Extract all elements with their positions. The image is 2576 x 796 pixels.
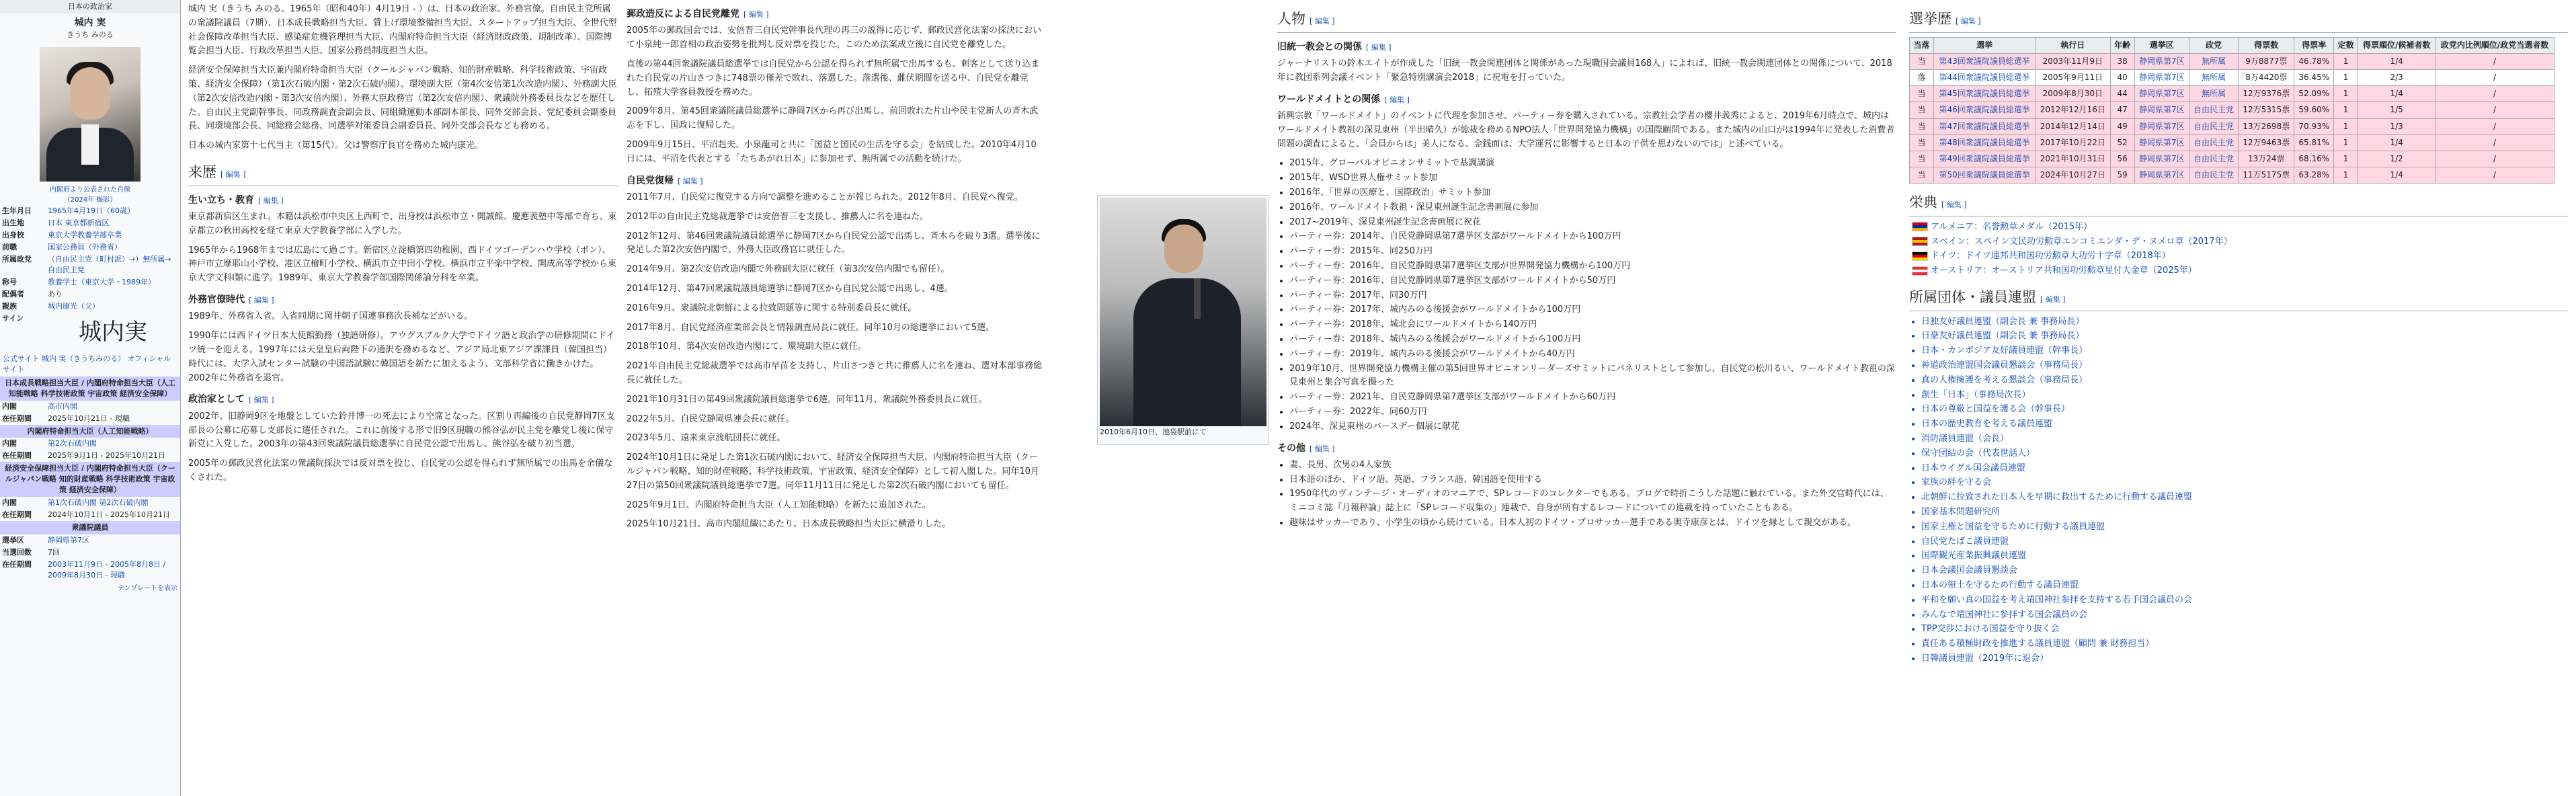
- table-cell: 当: [1910, 167, 1934, 184]
- table-cell: 59: [2110, 167, 2134, 184]
- speech-photo[interactable]: [1100, 198, 1266, 426]
- edit-link[interactable]: [ 編集 ]: [1384, 95, 1410, 104]
- list-item: • 2019年10月、世界開発協力機構主催の第5回世界オピニオンリーダーズサミットにパネリストとして参加し、自民党の松川るい、ワールドメイト教祖の深見東州と集合写真を撮った: [1289, 362, 1896, 391]
- edit-link[interactable]: [ 編集 ]: [1310, 17, 1335, 26]
- table-cell[interactable]: 自由民主党: [2189, 134, 2238, 151]
- table-cell: 46.78%: [2294, 53, 2334, 69]
- paragraph: 2009年9月15日、平沼赳夫、小泉龍司と共に「国益と国民の生活を守る会」を結成した。2010年4月10日には、平沼を代表とする「たちあがれ日本」に参加せず、無所属での活動を続けた。: [627, 139, 1037, 164]
- table-cell: /: [2436, 53, 2554, 69]
- edit-link[interactable]: [ 編集 ]: [258, 196, 284, 205]
- column-header: 年齢: [2110, 37, 2134, 53]
- row-value[interactable]: 城内康光（父）: [48, 301, 99, 311]
- table-cell[interactable]: 静岡県第7区: [2134, 151, 2189, 167]
- section-heading: [1909, 8, 2568, 33]
- section-heading: [1909, 286, 2568, 311]
- heading-text: 生い立ち・教育: [188, 194, 254, 206]
- column-header: 得票数: [2239, 37, 2294, 53]
- infobox: [0, 0, 181, 796]
- heading-text: 栄典: [1909, 194, 1937, 211]
- list-item: • 日本語のほか、ドイツ語、英語、フランス語、韓国語を使用する: [1289, 473, 1896, 487]
- paragraph: 2016年9月、衆議院北朝鮮による拉致問題等に関する特別委員長に就任。: [627, 303, 917, 313]
- row-value[interactable]: 国家公務員（外務省）: [48, 242, 122, 251]
- edit-link[interactable]: [ 編集 ]: [249, 295, 274, 305]
- table-cell: 当: [1910, 118, 1934, 134]
- row-label: サイン: [2, 313, 24, 323]
- infobox-office: 日本の政治家: [0, 0, 180, 13]
- heading-text: 人物: [1277, 11, 1305, 27]
- list-item: • パーティー券：2018年、城北会にワールドメイトから140万円: [1289, 318, 1896, 332]
- table-cell: 2017年10月22日: [2036, 134, 2111, 151]
- table-cell: 12万9376票: [2239, 86, 2294, 102]
- row-label: 前職: [2, 242, 17, 251]
- row-value[interactable]: 東京大学教養学部卒業: [48, 231, 122, 240]
- group-item[interactable]: • 日本の尊厳と国益を護る会（幹事長）: [1921, 403, 2568, 417]
- list-item: • パーティー券：2016年、自民党静岡県第7選挙区支部がワールドメイトから50万円: [1289, 274, 1896, 288]
- table-cell: 1/5: [2358, 102, 2436, 118]
- heading-text: 外務官僚時代: [188, 294, 245, 305]
- heading-text: 郵政造反による自民党離党: [627, 9, 739, 19]
- table-cell: 49: [2110, 118, 2134, 134]
- table-cell: 65.81%: [2294, 134, 2334, 151]
- subsection-heading: [188, 292, 618, 307]
- paragraph: 2017年8月、自民党経済産業部会長と情報調査局長に就任。同年10月の総選挙において5選。: [627, 322, 995, 333]
- group-item[interactable]: • 家族の絆を守る会: [1921, 476, 2568, 490]
- table-cell: /: [2436, 69, 2554, 85]
- intro-paragraph: 日本の城内家第十七代当主（第15代）。父は警察庁長官を務めた城内康光。: [188, 141, 484, 151]
- heading-text: 旧統一教会との関係: [1277, 41, 1362, 52]
- table-cell: 当: [1910, 102, 1934, 118]
- honors-list: [1912, 221, 2568, 278]
- infobox-header: [0, 13, 180, 43]
- list-item: • パーティー券：2017年、同30万円: [1289, 289, 1896, 303]
- paragraph: 1990年には西ドイツ日本大使館勤務（独語研修）。アウグスブルク大学でドイツ語と政治学の研修期間にドイツ統一を迎える。1997年には天皇皇后両陛下の通訳を務めるなど、アジア局北東アジア課課員（韓国担当）時代には、大学入試センター試験の中国語試験に韓国語を新たに加えるよう、文部科学省に働きかけた。2002年に外務省を退官。: [188, 331, 615, 383]
- table-cell: 1/3: [2358, 118, 2436, 134]
- honor-text[interactable]: ドイツ：ドイツ連邦共和国功労勲章大功労十字章（2018年）: [1931, 251, 2171, 262]
- table-cell: 8万4420票: [2239, 69, 2294, 85]
- intro-paragraph: 経済安全保障担当大臣兼内閣府特命担当大臣（クールジャパン戦略、知的財産戦略、科学技術政策、宇宙政策、経済安全保障）（第1次石破内閣・第2次石破内閣）、環境副大臣（第4次安倍第1次改造内閣）、外務副大臣（第2次安倍改造内閣・第3次安倍内閣）、外務大臣政務官（第2次安倍内閣）、衆議院外務委員長などを歴任した。自由民主党副幹事長、同政務調査会副会長、同組織運動本部副本部長、同外交部会長、党紀委員会副委員長、同環境部会長、同総務会総務、同選挙対策委員会副委員長、同外交部会長なども務める。: [188, 65, 617, 132]
- paragraph: 2005年の郵政国会では、安倍晋三自民党幹事長代理の再三の説得に応じず、郵政民営化法案の採決において小泉純一郎首相の政治姿勢を批判し反対票を投じた。このため法案成立後に自民党を離党した。: [627, 26, 1042, 50]
- office-band[interactable]: 日本成長戦略担当大臣 / 内閣府特命担当大臣（人工知能戦略 科学技術政策 宇宙政策 経済安全保障）: [0, 376, 180, 401]
- paragraph: 2021年自由民主党総裁選挙では高市早苗を支持し、片山さつきと共に推薦人に名を連ね、選対本部事務総長に就任した。: [627, 361, 1043, 385]
- honor-item[interactable]: [1912, 249, 2568, 264]
- table-cell: 1/4: [2358, 86, 2436, 102]
- table-cell: /: [2436, 151, 2554, 167]
- table-cell[interactable]: 第49回衆議院議員総選挙: [1934, 151, 2036, 167]
- table-cell: 36.45%: [2294, 69, 2334, 85]
- row-label: 称号: [2, 277, 17, 286]
- list-item: • 妻、長男、次男の4人家族: [1289, 459, 1896, 473]
- paragraph: 2014年12月、第47回衆議院議員総選挙に静岡7区から自民党公認で出馬し、4選。: [627, 283, 953, 294]
- infobox-table: [0, 205, 180, 352]
- row-value[interactable]: （自由民主党（町村派）→）無所属→自由民主党: [48, 254, 171, 274]
- table-cell: /: [2436, 86, 2554, 102]
- official-site-link[interactable]: 公式サイト 城内 実（きうちみのる） オフィシャルサイト: [3, 354, 171, 374]
- group-item[interactable]: • 国家基本問題研究所: [1921, 506, 2568, 520]
- row-value: あり: [48, 289, 63, 298]
- table-cell: 1/4: [2358, 134, 2436, 151]
- row-label: 在任期間: [2, 451, 32, 461]
- group-item[interactable]: • 消防議員連盟（会長）: [1921, 432, 2568, 446]
- table-cell: 70.93%: [2294, 118, 2334, 134]
- paragraph: 1965年から1968年までは広島にて過ごす。新宿区立淀橋第四幼稚園、西ドイツゴーデンハウ学校（ボン）、神戸市立摩耶山小学校、港区立檜町小学校、横浜市立中田小学校、横浜市立平楽中学校、開成高等学校から東京大学文科I類に進学。1989年、東京大学教養学部国際関係論分科を卒業。: [188, 245, 617, 284]
- paragraph: 2014年9月、第2次安倍改造内閣で外務副大臣に就任（第3次安倍内閣でも留任）。: [627, 264, 950, 275]
- list-item: • パーティー券：2018年、城内みのる後援会がワールドメイトから100万円: [1289, 333, 1896, 347]
- paragraph: 直後の第44回衆議院議員総選挙では自民党から公認を得られず無所属で出馬するも、刺客として送り込まれた自民党の片山さつきに748票の僅差で敗れ、落選した。落選後、雌伏期間を送る中、自民党を離党し、拓殖大学客員教授を務めた。: [627, 58, 1040, 97]
- group-item[interactable]: • 自民党たばこ議員連盟: [1921, 535, 2568, 549]
- row-label: 出身校: [2, 231, 24, 240]
- table-cell[interactable]: 第47回衆議院議員総選挙: [1934, 118, 2036, 134]
- list-item: • 2016年、ワールドメイト教祖・深見東州誕生記念書画展に参加: [1289, 201, 1896, 215]
- table-row: [1910, 69, 2554, 85]
- table-cell: 2009年8月30日: [2036, 86, 2111, 102]
- table-cell: 2012年12月16日: [2036, 102, 2111, 118]
- table-cell: 52.09%: [2294, 86, 2334, 102]
- table-cell[interactable]: 静岡県第7区: [2134, 102, 2189, 118]
- table-cell[interactable]: 自由民主党: [2189, 167, 2238, 184]
- group-item[interactable]: • 日本の歴史教育を考える議員連盟: [1921, 417, 2568, 432]
- row-label: 親族: [2, 301, 17, 311]
- article-column-2: [627, 0, 1043, 537]
- table-cell: 1: [2334, 102, 2358, 118]
- edit-link[interactable]: [ 編集 ]: [220, 169, 246, 179]
- paragraph: 2012年の自由民主党総裁選挙では安倍晋三を支援し、推薦人に名を連ねた。: [627, 211, 929, 222]
- row-value[interactable]: 第1次石破内閣 第2次石破内閣: [48, 498, 149, 508]
- row-value[interactable]: 第2次石破内閣: [48, 439, 97, 448]
- subsection-heading: [627, 173, 1043, 188]
- row-label: 内閣: [2, 401, 17, 411]
- row-value[interactable]: 高市内閣: [48, 401, 77, 411]
- row-value: 7回: [48, 547, 60, 557]
- list-item: • 2024年、深見東州のバースデー個展に献花: [1289, 420, 1896, 434]
- table-row: [1910, 134, 2554, 151]
- signature-cell: [46, 313, 180, 352]
- group-item[interactable]: • 日韓議員連盟（2019年に退会）: [1921, 652, 2568, 666]
- subsection-heading: [1277, 40, 1896, 54]
- photo-caption: 2010年6月10日、池袋駅前にて: [1100, 428, 1207, 436]
- group-item[interactable]: • TPP交渉における国益を守り抜く会: [1921, 623, 2568, 637]
- row-label: 当選回数: [2, 547, 32, 557]
- column-header: 政党: [2189, 37, 2238, 53]
- table-row: [1910, 86, 2554, 102]
- table-cell[interactable]: 静岡県第7区: [2134, 69, 2189, 85]
- paragraph: 1989年、外務省入省。入省同期に岡井朝子国連事務次長補などがいる。: [188, 311, 473, 322]
- edit-link[interactable]: [ 編集 ]: [1941, 200, 1967, 210]
- section-heading: [188, 161, 618, 186]
- column-header: 選挙区: [2134, 37, 2189, 53]
- subsection-heading: [188, 193, 618, 208]
- table-cell: 52: [2110, 134, 2134, 151]
- table-cell[interactable]: 自由民主党: [2189, 102, 2238, 118]
- list-item: • 2017~2019年、深見東州誕生記念書画展に祝花: [1289, 216, 1896, 230]
- column-header: 執行日: [2036, 37, 2111, 53]
- honor-text[interactable]: アルメニア：名誉勲章メダル（2015年）: [1931, 221, 2093, 232]
- group-item[interactable]: • 日豪友好議員連盟（副会長 兼 事務局長）: [1921, 329, 2568, 344]
- paragraph: ジャーナリストの鈴木エイトが作成した「旧統一教会関連団体と関係があった現職国会議員168人」によれば、旧統一教会関連団体との関係について、2018年に教団系列会議イベント「緊急特別講演会2018」に祝電を打っていた。: [1277, 58, 1892, 83]
- group-item[interactable]: • 日本ウイグル国会議員連盟: [1921, 462, 2568, 476]
- table-cell: /: [2436, 118, 2554, 134]
- row-label: 選挙区: [2, 535, 24, 545]
- flag-icon: [1912, 237, 1928, 246]
- table-cell: 13万2698票: [2239, 118, 2294, 134]
- column-header: 定数: [2334, 37, 2358, 53]
- row-value: 2025年9月1日 - 2025年10月21日: [48, 451, 165, 461]
- paragraph: 2009年8月、第45回衆議院議員総選挙に静岡7区から再び出馬し、前回敗れた片山や民主党新人の斉木武志を下し、国政に復帰した。: [627, 106, 1039, 131]
- table-cell: 1: [2334, 167, 2358, 184]
- paragraph: 2012年12月、第46回衆議院議員総選挙に静岡7区から自民党公認で出馬し、斉木らを破り3選。選挙後に発足した第2次安倍内閣で、外務大臣政務官に就任した。: [627, 231, 1041, 255]
- other-list: [1289, 459, 1896, 530]
- table-cell: 1: [2334, 69, 2358, 85]
- portrait-caption[interactable]: 内閣府より公表された肖像: [50, 186, 130, 194]
- row-value: 2024年10月1日 - 2025年10月21日: [48, 510, 170, 520]
- row-value[interactable]: 教養学士（東京大学・1989年）: [48, 277, 155, 286]
- table-cell[interactable]: 静岡県第7区: [2134, 53, 2189, 69]
- list-item: • 1950年代のヴィンテージ・オーディオのマニアで、SPレコードのコレクターでもある。ブログで時折こうした話題に触れている。また外交官時代には、ミニコミ誌『月報秤論』誌上に「SPレコード収集の」連載で、自身が所有するレコードについての連載を持っていたこともある。: [1289, 487, 1896, 516]
- section-heading: [1277, 8, 1896, 33]
- heading-text: 自民党復帰: [627, 175, 674, 186]
- row-label: 生年月日: [2, 206, 32, 216]
- table-cell: 63.28%: [2294, 167, 2334, 184]
- row-label: 配偶者: [2, 289, 24, 298]
- table-cell: 1: [2334, 151, 2358, 167]
- table-cell: 40: [2110, 69, 2134, 85]
- template-link[interactable]: テンプレートを表示: [117, 584, 177, 592]
- table-row: [1910, 151, 2554, 167]
- group-item[interactable]: • みんなで靖国神社に参拝する国会議員の会: [1921, 608, 2568, 623]
- intro-paragraph: 城内 実（きうち みのる、1965年（昭和40年）4月19日 - ）は、日本の政治家、外務官僚。自由民主党所属の衆議院議員（7期）、日本成長戦略担当大臣、賃上げ環境整備担当大臣、スタートアップ担当大臣、全世代型社会保障改革担当大臣、感染症危機管理担当大臣、内閣府特命担当大臣（経済財政政策、規制改革）、国際博覧会担当大臣、行政改革担当大臣、国家公務員制度担当大臣。: [188, 4, 617, 56]
- table-cell: 当: [1910, 151, 1934, 167]
- table-cell: 12万9463票: [2239, 134, 2294, 151]
- table-cell: 47: [2110, 102, 2134, 118]
- heading-text: ワールドメイトとの関係: [1277, 93, 1381, 105]
- table-cell[interactable]: 無所属: [2189, 53, 2238, 69]
- table-cell: 当: [1910, 53, 1934, 69]
- group-item[interactable]: • 真の人権擁護を考える懇談会（事務局長）: [1921, 374, 2568, 388]
- list-item: • 2015年、WSD世界人権サミット参加: [1289, 171, 1896, 186]
- list-item: • パーティー券：2022年、同60万円: [1289, 405, 1896, 420]
- row-label: 内閣: [2, 498, 17, 508]
- subsection-heading: [627, 7, 1043, 22]
- table-row: [1910, 53, 2554, 69]
- honor-item[interactable]: [1912, 264, 2568, 278]
- table-cell[interactable]: 第46回衆議院議員総選挙: [1934, 102, 2036, 118]
- group-item[interactable]: • 神道政治連盟国会議員懇談会（事務局長）: [1921, 359, 2568, 373]
- table-cell: 当: [1910, 86, 1934, 102]
- group-item[interactable]: • 日本・カンボジア友好議員連盟（幹事長）: [1921, 344, 2568, 358]
- list-item: • パーティー券：2017年、城内みのる後援会がワールドメイトから100万円: [1289, 303, 1896, 317]
- office-band[interactable]: 内閣府特命担当大臣（人工知能戦略）: [0, 425, 180, 438]
- office-band[interactable]: 経済安全保障担当大臣 / 内閣府特命担当大臣（クールジャパン戦略 知的財産戦略 科学技術政策 宇宙政策 経済安全保障）: [0, 462, 180, 497]
- table-cell: 1: [2334, 86, 2358, 102]
- groups-list: [1921, 315, 2568, 666]
- row-label: 在任期間: [2, 413, 32, 423]
- table-row: [1910, 167, 2554, 184]
- honor-item[interactable]: [1912, 221, 2568, 235]
- paragraph: 2018年10月、第4次安倍改造内閣にて、環境副大臣に就任。: [627, 342, 867, 352]
- table-cell: 2014年12月14日: [2036, 118, 2111, 134]
- table-cell: 1/4: [2358, 53, 2436, 69]
- group-item[interactable]: • 責任ある積極財政を推進する議員連盟（顧問 兼 財務担当）: [1921, 637, 2568, 651]
- flag-icon: [1912, 251, 1928, 261]
- table-cell: 当: [1910, 134, 1934, 151]
- table-cell: 2024年10月27日: [2036, 167, 2111, 184]
- table-cell: 56: [2110, 151, 2134, 167]
- column-header: 選挙: [1934, 37, 2036, 53]
- column-header: 得票順位/候補者数: [2358, 37, 2436, 53]
- infobox-name: 城内 実: [74, 17, 106, 28]
- table-cell: 68.16%: [2294, 151, 2334, 167]
- portrait-image[interactable]: [40, 47, 140, 182]
- table-cell: 11万5175票: [2239, 167, 2294, 184]
- table-cell[interactable]: 自由民主党: [2189, 118, 2238, 134]
- edit-link[interactable]: [ 編集 ]: [2040, 295, 2066, 305]
- row-value[interactable]: 1965年4月19日（60歳）: [48, 206, 134, 216]
- table-cell[interactable]: 自由民主党: [2189, 151, 2238, 167]
- group-item[interactable]: • 創生「日本」（事務局次長）: [1921, 389, 2568, 403]
- row-value[interactable]: 日本 東京都新宿区: [48, 218, 110, 228]
- table-cell: 1: [2334, 134, 2358, 151]
- table-cell: 1/2: [2358, 151, 2436, 167]
- group-item[interactable]: • 日本の領土を守るため行動する議員連盟: [1921, 579, 2568, 593]
- flag-icon: [1912, 222, 1928, 231]
- list-item: • パーティー券：2014年、自民党静岡県第7選挙区支部がワールドメイトから100万円: [1289, 230, 1896, 244]
- heading-text: 政治家として: [188, 394, 245, 405]
- edit-link[interactable]: [ 編集 ]: [1366, 42, 1392, 52]
- group-item[interactable]: • 国際観光産業振興議員連盟: [1921, 549, 2568, 563]
- row-label: 在任期間: [2, 559, 32, 569]
- group-item[interactable]: • 国家主権と国益を守るために行動する議員連盟: [1921, 520, 2568, 534]
- list-item: • 趣味はサッカーであり、小学生の頃から続けている。日本人初のドイツ・ブロサッカー選手である奥寺康彦とは、ドイツを縁として親交がある。: [1289, 516, 1896, 530]
- edit-link[interactable]: [ 編集 ]: [678, 176, 703, 186]
- edit-link[interactable]: [ 編集 ]: [1956, 17, 1981, 26]
- group-item[interactable]: • 日独友好議員連盟（副会長 兼 事務局長）: [1921, 315, 2568, 329]
- edit-link[interactable]: [ 編集 ]: [1310, 444, 1335, 453]
- speech-photo-thumbnail[interactable]: [1097, 195, 1269, 445]
- table-cell: 1: [2334, 118, 2358, 134]
- section-heading: [1909, 192, 2568, 216]
- signature-image: 城内実: [79, 318, 147, 346]
- portrait-year[interactable]: （2024年 撮影）: [63, 196, 117, 204]
- heading-text: 所属団体・議員連盟: [1909, 289, 2036, 306]
- edit-link[interactable]: [ 編集 ]: [743, 10, 769, 19]
- table-cell: 13万24票: [2239, 151, 2294, 167]
- table-cell[interactable]: 第48回衆議院議員総選挙: [1934, 134, 2036, 151]
- paragraph: 2024年10月1日に発足した第1次石破内閣において、経済安全保障担当大臣、内閣府特命担当大臣（クールジャパン戦略、知的財産戦略、科学技術政策、宇宙政策、経済安全保障）として初入閣した。同年10月27日の第50回衆議院議員総選挙で7選。同年11月11日に発足した第2次石破内閣においても留任。: [627, 452, 1039, 491]
- group-item[interactable]: • 日本会議国会議員懇談会: [1921, 564, 2568, 578]
- table-cell: 12万5315票: [2239, 102, 2294, 118]
- group-item[interactable]: • 平和を願い真の国益を考え靖国神社参拝を支持する若手国会議員の会: [1921, 594, 2568, 608]
- column-header: 当落: [1910, 37, 1934, 53]
- table-cell: 44: [2110, 86, 2134, 102]
- table-cell: /: [2436, 134, 2554, 151]
- row-value[interactable]: 静岡県第7区: [48, 535, 89, 545]
- table-cell[interactable]: 無所属: [2189, 69, 2238, 85]
- edit-link[interactable]: [ 編集 ]: [249, 395, 274, 405]
- table-row: [1910, 118, 2554, 134]
- paragraph: 2025年9月1日、内閣府特命担当大臣（人工知能戦略）を新たに追加された。: [627, 500, 931, 510]
- office-band[interactable]: 衆議院議員: [0, 521, 180, 534]
- timeline-list: [1289, 157, 1896, 434]
- heading-text: 選挙歴: [1909, 11, 1951, 27]
- list-item: • 2016年、「世界の医療と、国際政治」サミット参加: [1289, 186, 1896, 200]
- honor-text[interactable]: スペイン：スペイン文民功労勲章エンコミエンダ・デ・ヌメロ章（2017年）: [1931, 236, 2232, 247]
- table-cell: 1/4: [2358, 167, 2436, 184]
- article-column-4: [1909, 0, 2568, 672]
- paragraph: 新興宗教「ワールドメイト」のイベントに代理を参加させ、パーティー券を購入されている。宗教社会学者の櫻井義秀によると、2019年6月時点で、城内はワールドメイト教祖の深見東州（半田晴久）が総裁を務めるNPO法人「世界開発協力機構」の国際顧問である。また城内の山口がは1994年に発表した消費者問題の調査によると、「会員からは」美人になる、金銭面は、大学運営に影響すると日本の子供を思わないのでは」と述べている。: [1277, 110, 1895, 149]
- paragraph: 2011年7月、自民党に復党する方向で調整を進めることが報じられた。2012年8月、自民党へ復党。: [627, 192, 1023, 202]
- list-item: • パーティー券：2016年、自民党静岡県第7選挙区支部が世界開発協力機構から100万円: [1289, 260, 1896, 274]
- subsection-heading: [1277, 92, 1896, 107]
- list-item: • パーティー券：2019年、城内みのる後援会がワールドメイトから40万円: [1289, 348, 1896, 362]
- table-cell[interactable]: 第43回衆議院議員総選挙: [1934, 53, 2036, 69]
- table-cell: 2/3: [2358, 69, 2436, 85]
- table-cell: 2003年11月9日: [2036, 53, 2111, 69]
- table-cell: 59.60%: [2294, 102, 2334, 118]
- table-cell: 38: [2110, 53, 2134, 69]
- honor-text[interactable]: オーストリア：オーストリア共和国功労勲章星付大金章（2025年）: [1931, 266, 2197, 276]
- honor-item[interactable]: [1912, 235, 2568, 249]
- paragraph: 2002年、旧静岡9区を地盤としていた鈴井博一の死去により空席となった。区割り再編後の自民党静岡7区支部長の公募に応募し支部長に選任された。これに前後する形で旧9区現職の熊谷弘が民主党を離党し後に保守新党に入党した。2003年の第43回衆議院議員総選挙に自民党公認で出馬し、熊谷弘を破り初当選。: [188, 411, 615, 450]
- paragraph: 2005年の郵政民営化法案の衆議院採決では反対票を投じ、自民党の公認を得られず無所属での出馬を余儀なくされた。: [188, 459, 613, 483]
- list-item: • パーティー券：2015年、同250万円: [1289, 245, 1896, 259]
- group-item[interactable]: • 保守団結の会（代表世話人）: [1921, 447, 2568, 461]
- paragraph: 2021年10月31日の第49回衆議院議員総選挙で6選。同年11月、衆議院外務委員長に就任。: [627, 394, 988, 405]
- table-cell[interactable]: 静岡県第7区: [2134, 167, 2189, 184]
- heading-text: その他: [1277, 442, 1305, 454]
- table-cell: /: [2436, 167, 2554, 184]
- list-item: • パーティー券：2021年、自民党静岡県第7選挙区支部がワールドメイトから60万円: [1289, 391, 1896, 405]
- table-cell[interactable]: 第50回衆議院議員総選挙: [1934, 167, 2036, 184]
- article-column-1: [188, 0, 618, 491]
- table-cell: 落: [1910, 69, 1934, 85]
- subsection-heading: [188, 392, 618, 407]
- paragraph: 2025年10月21日、高市内閣組織にあたり、日本成長戦略担当大臣に横滑りした。: [627, 519, 951, 530]
- table-cell[interactable]: 静岡県第7区: [2134, 134, 2189, 151]
- table-cell: 2005年9月11日: [2036, 69, 2111, 85]
- election-table: [1909, 37, 2554, 184]
- row-label: 所属政党: [2, 254, 32, 264]
- table-cell[interactable]: 第45回衆議院議員総選挙: [1934, 86, 2036, 102]
- row-value[interactable]: 2003年11月9日 - 2005年8月8日 / 2009年8月30日 - 現職: [48, 559, 166, 580]
- flag-icon: [1912, 266, 1928, 276]
- group-item[interactable]: • 北朝鮮に拉致された日本人を早期に救出するために行動する議員連盟: [1921, 491, 2568, 505]
- table-row: [1910, 102, 2554, 118]
- infobox-name-kana: きうち みのる: [67, 30, 114, 40]
- row-label: 出生地: [2, 218, 24, 228]
- table-cell: 9万8877票: [2239, 53, 2294, 69]
- heading-text: 来歴: [188, 163, 216, 180]
- paragraph: 2023年5月、遠来東京渡航団長に就任。: [627, 433, 786, 444]
- table-cell[interactable]: 静岡県第7区: [2134, 118, 2189, 134]
- paragraph: 東京都新宿区生まれ。本籍は浜松市中央区上西町で、出身校は浜松市立・開誠館、慶應義塾中等部で育ち、東京都立の秋田高校を経て東京大学教養学部に入学した。: [188, 211, 617, 236]
- table-cell[interactable]: 無所属: [2189, 86, 2238, 102]
- article-column-3: [1277, 0, 1896, 536]
- subsection-heading: [1277, 441, 1896, 456]
- column-header: 得票率: [2294, 37, 2334, 53]
- row-value: 2025年10月21日 - 現職: [48, 413, 130, 423]
- row-label: 在任期間: [2, 510, 32, 520]
- table-cell[interactable]: 静岡県第7区: [2134, 86, 2189, 102]
- table-cell: /: [2436, 102, 2554, 118]
- row-label: 内閣: [2, 439, 17, 448]
- table-cell: 1: [2334, 53, 2358, 69]
- table-cell: 2021年10月31日: [2036, 151, 2111, 167]
- column-header: 政党内比例順位/政党当選者数: [2436, 37, 2554, 53]
- paragraph: 2022年5月、自民党静岡県連会長に就任。: [627, 413, 795, 424]
- table-cell[interactable]: 第44回衆議院議員総選挙: [1934, 69, 2036, 85]
- list-item: • 2015年、グローバルオピニオンサミットで基調講演: [1289, 157, 1896, 171]
